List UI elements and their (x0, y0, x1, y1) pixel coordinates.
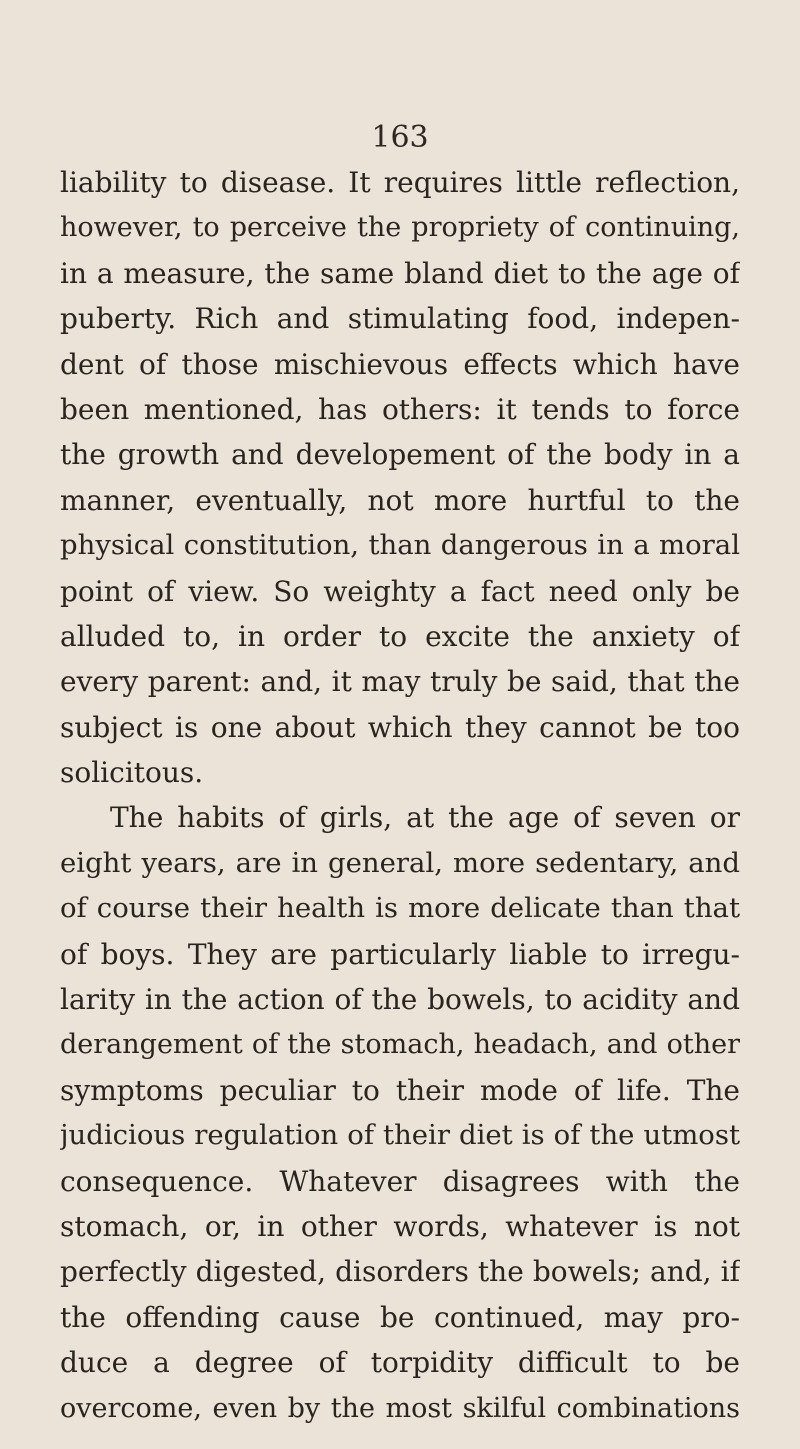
text-line: stomach, or, in other words, whatever is not (60, 1209, 740, 1243)
text-line: of boys. They are particularly liable to irregu- (60, 937, 740, 971)
text-line: eight years, are in general, more sedentary, and (60, 846, 740, 879)
text-line: been mentioned, has others: it tends to force (60, 392, 740, 426)
text-line: larity in the action of the bowels, to acidity and (60, 983, 740, 1017)
text-line: the growth and developement of the body in a (60, 438, 740, 472)
text-line: alluded to, in order to excite the anxiety of (60, 619, 740, 653)
text-line: dent of those mischievous effects which have (60, 347, 740, 381)
text-line: derangement of the stomach, headach, and other (60, 1029, 740, 1061)
text-line: the offending cause be continued, may pro- (60, 1300, 740, 1334)
text-line: symptoms peculiar to their mode of life. The (60, 1073, 740, 1107)
text-line: manner, eventually, not more hurtful to the (60, 483, 740, 517)
text-line: in a measure, the same bland diet to the age of (60, 256, 740, 290)
text-line: every parent: and, it may truly be said, that the (60, 665, 740, 699)
text-line: duce a degree of torpidity difficult to be (60, 1346, 740, 1380)
paragraph-start-line: The habits of girls, at the age of seven or (110, 801, 740, 835)
text-line: physical constitution, than dangerous in a moral (60, 529, 740, 562)
text-line: judicious regulation of their diet is of the utmost (60, 1119, 740, 1152)
text-line: puberty. Rich and stimulating food, indepen- (60, 302, 740, 336)
text-line: liability to disease. It requires little reflection, (60, 166, 740, 199)
page-number: 163 (371, 120, 429, 155)
text-line: of course their health is more delicate than that (60, 892, 740, 925)
text-line: subject is one about which they cannot be too (60, 710, 740, 744)
paragraph-end-line: solicitous. (60, 756, 204, 790)
text-line: however, to perceive the propriety of continuing, (60, 212, 740, 244)
text-line: point of view. So weighty a fact need only be (60, 574, 740, 608)
text-line: perfectly digested, disorders the bowels; and, if (60, 1255, 740, 1289)
body-text (60, 160, 740, 1431)
text-line: overcome, even by the most skilful combinations (60, 1392, 740, 1424)
text-line: consequence. Whatever disagrees with the (60, 1164, 740, 1198)
